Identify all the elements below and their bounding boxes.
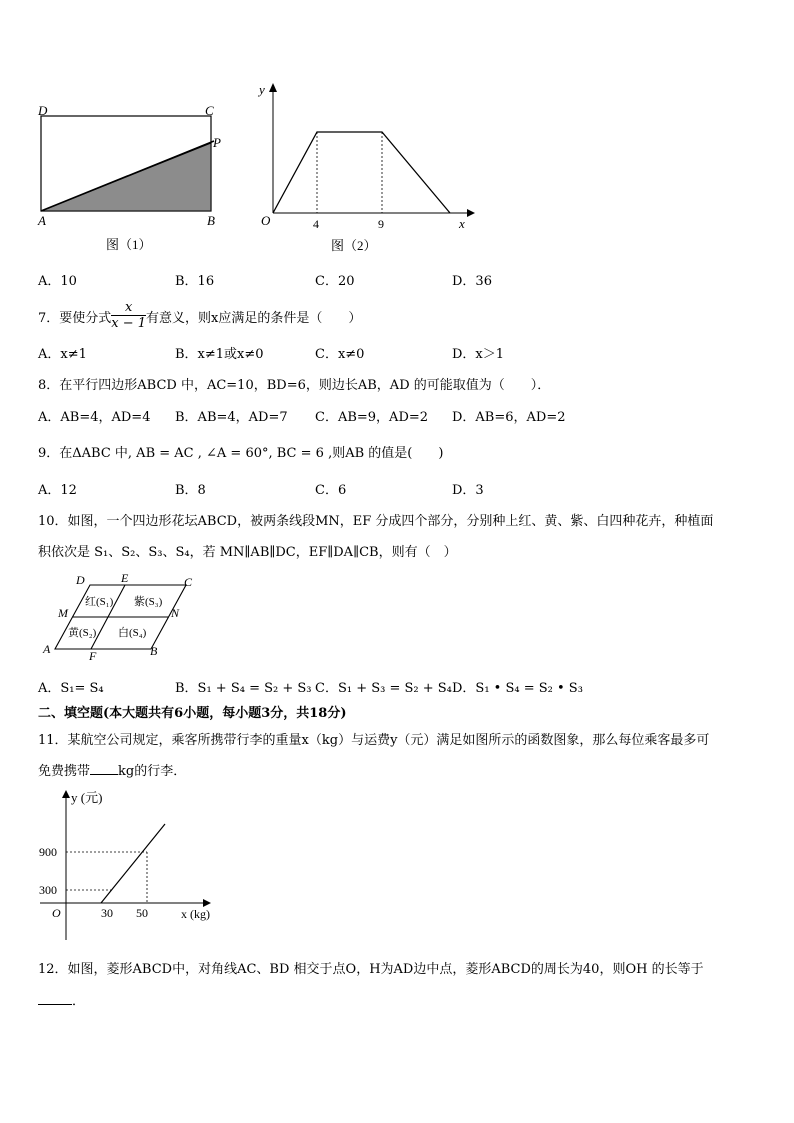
q6-option-d: D．36 xyxy=(452,274,492,289)
region-purple: 紫(S₃) xyxy=(134,596,163,608)
label-c: C xyxy=(205,103,214,118)
question-12-line-1: 12．如图，菱形ABCD中，对角线AC、BD 相交于点O，H为AD边中点，菱形ABCD的周长为40，则OH 的长等于 xyxy=(38,962,704,977)
question-7 xyxy=(38,298,361,334)
region-white: 白(S₄) xyxy=(118,627,147,639)
graph-y-300: 300 xyxy=(39,883,57,897)
question-10-line-2: 积依次是 S₁、S₂、S₃、S₄，若 MN∥AB∥DC，EF∥DA∥CB，则有（ ） xyxy=(38,545,457,560)
question-11-line-2 xyxy=(38,760,186,779)
q7-option-c: C．x≠0 xyxy=(315,347,365,362)
label-m: M xyxy=(58,606,68,620)
graph-ylabel: y (元) xyxy=(71,790,103,805)
question-11-line-1: 11．某航空公司规定，乘客所携带行李的重量x（kg）与运费y（元）满足如图所示的函数图象，那么每位乘客最多可 xyxy=(38,733,710,748)
q8-option-d: D．AB=6，AD=2 xyxy=(452,410,566,425)
label-a: A xyxy=(38,213,46,228)
graph-x-30: 30 xyxy=(101,906,113,920)
tick-4: 4 xyxy=(313,217,319,231)
q7-suffix: 有意义，则x应满足的条件是（ ） xyxy=(146,310,362,326)
question-10-line-1: 10．如图，一个四边形花坛ABCD，被两条线段MN，EF 分成四个部分，分别种上红、黄、紫、白四种花卉，种植面 xyxy=(38,514,714,529)
figure-1 xyxy=(30,95,230,260)
graph-x-50: 50 xyxy=(136,906,148,920)
q6-option-a: A．10 xyxy=(38,274,77,289)
figure-2-caption: 图（2） xyxy=(331,238,377,253)
function-line xyxy=(273,132,450,213)
label-f: F xyxy=(89,649,97,662)
q10-option-d: D．S₁ • S₄ = S₂ • S₃ xyxy=(452,681,583,696)
question-12-line-2 xyxy=(38,990,85,1009)
q9-option-c: C．6 xyxy=(315,483,347,498)
q11-answer-blank[interactable] xyxy=(90,774,118,775)
section-2-heading: 二、填空题(本大题共有6小题，每小题3分，共18分) xyxy=(38,706,347,721)
graph-origin: O xyxy=(52,906,61,920)
label-x: x xyxy=(459,216,465,231)
q12-answer-blank[interactable] xyxy=(38,990,72,1005)
label-b: B xyxy=(207,213,215,228)
q7-frac-num: x xyxy=(111,300,146,316)
q7-frac-den: x − 1 xyxy=(111,316,147,331)
tick-9: 9 xyxy=(378,217,384,231)
label-origin: O xyxy=(261,213,271,228)
label-p: P xyxy=(213,135,221,150)
q8-option-a: A．AB=4，AD=4 xyxy=(38,410,151,425)
label-a: A xyxy=(43,642,51,656)
region-yellow: 黄(S₂) xyxy=(68,627,97,639)
label-d: D xyxy=(38,103,48,118)
q10-option-a: A．S₁= S₄ xyxy=(38,681,104,696)
label-e: E xyxy=(121,571,129,585)
q6-option-b: B．16 xyxy=(175,274,215,289)
label-d: D xyxy=(76,573,85,587)
region-red: 红(S₁) xyxy=(85,596,114,608)
q10-option-c: C．S₁ + S₃ = S₂ + S₄ xyxy=(315,681,452,696)
q7-option-d: D．x＞1 xyxy=(452,347,505,362)
q11-text-a: 免费携带 xyxy=(38,764,91,779)
figure-q10-parallelogram xyxy=(38,570,208,662)
q7-option-b: B．x≠1或x≠0 xyxy=(175,347,264,362)
label-c: C xyxy=(184,575,193,589)
q7-option-a: A．x≠1 xyxy=(38,347,87,362)
question-8: 8．在平行四边形ABCD 中，AC=10，BD=6，则边长AB，AD 的可能取值为（ ）． xyxy=(38,378,551,393)
q7-fraction xyxy=(111,300,146,332)
q9-option-b: B．8 xyxy=(175,483,206,498)
label-n: N xyxy=(171,606,180,620)
q7-prefix: 7．要使分式 xyxy=(38,310,112,326)
q8-option-c: C．AB=9，AD=2 xyxy=(315,410,429,425)
question-9: 9．在ΔABC 中, AB = AC , ∠A = 60°, BC = 6 ,则AB 的值是( ) xyxy=(38,446,444,461)
label-b: B xyxy=(150,644,158,658)
q8-option-b: B．AB=4，AD=7 xyxy=(175,410,288,425)
q11-text-b: kg的行李． xyxy=(118,764,187,779)
q10-option-b: B．S₁ + S₄ = S₂ + S₃ xyxy=(175,681,312,696)
graph-xlabel: x (kg) xyxy=(181,907,210,921)
q12-end: ． xyxy=(72,994,86,1009)
q9-option-a: A．12 xyxy=(38,483,77,498)
graph-y-900: 900 xyxy=(39,845,57,859)
label-y: y xyxy=(259,82,265,97)
q6-option-c: C．20 xyxy=(315,274,355,289)
q9-option-d: D．3 xyxy=(452,483,484,498)
figure-q11-graph xyxy=(35,788,220,943)
figure-1-caption: 图（1） xyxy=(106,237,152,252)
figure-2 xyxy=(245,80,475,260)
function-line xyxy=(101,824,165,903)
